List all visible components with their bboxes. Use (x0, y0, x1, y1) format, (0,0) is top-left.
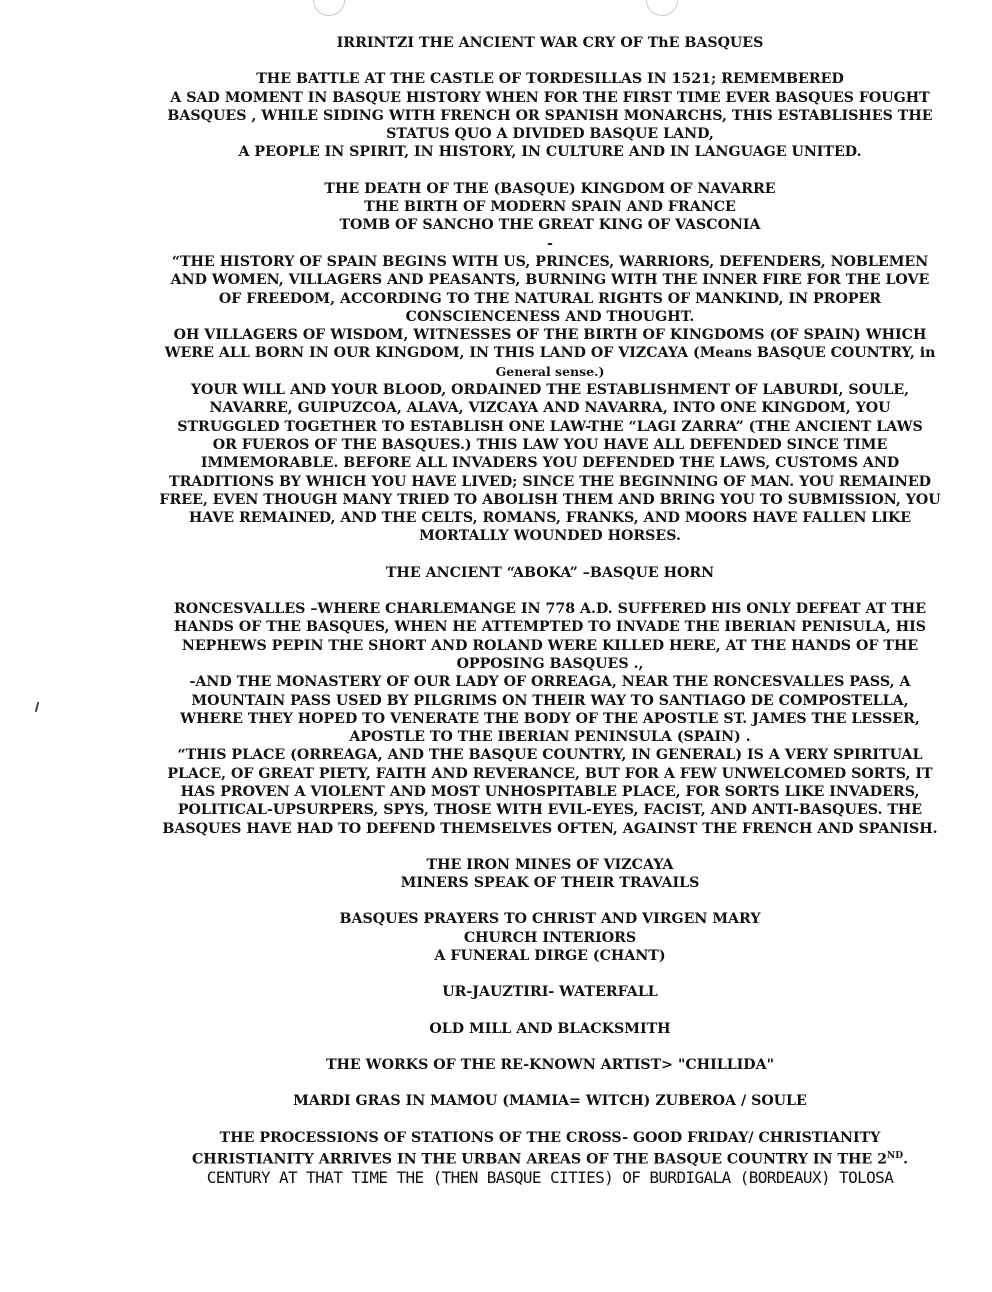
text-line: A SAD MOMENT IN BASQUE HISTORY WHEN FOR THE FIRST TIME EVER BASQUES FOUGHT (170, 89, 930, 106)
text-line: STRUGGLED TOGETHER TO ESTABLISH ONE LAW-THE “LAGI ZARRA” (THE ANCIENT LAWS (177, 418, 923, 435)
text-line: MINERS SPEAK OF THEIR TRAVAILS (400, 875, 700, 892)
text-line: “THE HISTORY OF SPAIN BEGINS WITH US, PRINCES, WARRIORS, DEFENDERS, NOBLEMEN (171, 253, 929, 270)
text-line: OF FREEDOM, ACCORDING TO THE NATURAL RIGHTS OF MANKIND, IN PROPER (218, 290, 882, 307)
text-line: NEPHEWS PEPIN THE SHORT AND ROLAND WERE KILLED HERE, AT THE HANDS OF THE (181, 637, 919, 654)
text-line: BASQUES , WHILE SIDING WITH FRENCH OR SPANISH MONARCHS, THIS ESTABLISHES THE (167, 107, 933, 124)
text-line: A FUNERAL DIRGE (CHANT) (434, 948, 666, 965)
text-line: MOUNTAIN PASS USED BY PILGRIMS ON THEIR WAY TO SANTIAGO DE COMPOSTELLA, (191, 692, 909, 709)
punch-hole-right (646, 0, 678, 16)
text-line: HAS PROVEN A VIOLENT AND MOST UNHOSPITABLE PLACE, FOR SORTS LIKE INVADERS, (180, 783, 920, 800)
text-line: IMMEMORABLE. BEFORE ALL INVADERS YOU DEFENDED THE LAWS, CUSTOMS AND (200, 455, 900, 472)
text-line: THE DEATH OF THE (BASQUE) KINGDOM OF NAVARRE (324, 180, 776, 197)
text-line: POLITICAL-UPSURPERS, SPYS, THOSE WITH EVIL-EYES, FACIST, AND ANTI-BASQUES. THE (177, 802, 923, 819)
text-line: General sense.) (495, 363, 605, 379)
text-line: HAVE REMAINED, AND THE CELTS, ROMANS, FRANKS, AND MOORS HAVE FALLEN LIKE (188, 510, 912, 527)
document-title (150, 34, 950, 52)
section-chillida (150, 1056, 950, 1074)
document-page (150, 34, 950, 1187)
text-line: TRADITIONS BY WHICH YOU HAVE LIVED; SINCE THE BEGINNING OF MAN. YOU REMAINED (169, 473, 931, 490)
text-line: MARDI GRAS IN MAMOU (MAMIA= WITCH) ZUBEROA / SOULE (293, 1093, 807, 1110)
margin-mark (35, 702, 40, 712)
text-line: APOSTLE TO THE IBERIAN PENINSULA (SPAIN) . (349, 729, 751, 746)
text-line: MORTALLY WOUNDED HORSES. (419, 528, 681, 545)
text-line: OLD MILL AND BLACKSMITH (429, 1020, 671, 1037)
section-aboka (150, 564, 950, 582)
text-line: CHURCH INTERIORS (463, 929, 637, 946)
handwritten-line: CENTURY AT THAT TIME THE (THEN BASQUE CITIES) OF BURDIGALA (BORDEAUX) TOLOSA (206, 1167, 894, 1187)
text-line: UR-JAUZTIRI- WATERFALL (442, 984, 658, 1001)
text-line: “THIS PLACE (ORREAGA, AND THE BASQUE COUNTRY, IN GENERAL) IS A VERY SPIRITUAL (177, 747, 923, 764)
text-line: CONSCIENCENESS AND THOUGHT. (405, 308, 695, 325)
text-line: AND WOMEN, VILLAGERS AND PEASANTS, BURNING WITH THE INNER FIRE FOR THE LOVE (170, 272, 930, 289)
text-line: YOUR WILL AND YOUR BLOOD, ORDAINED THE ESTABLISHMENT OF LABURDI, SOULE, (190, 382, 910, 399)
text-line: STATUS QUO A DIVIDED BASQUE LAND, (386, 126, 714, 143)
section-mardi-gras (150, 1092, 950, 1110)
text-line: FREE, EVEN THOUGH MANY TRIED TO ABOLISH THEM AND BRING YOU TO SUBMISSION, YOU (159, 491, 941, 508)
text-line: A PEOPLE IN SPIRIT, IN HISTORY, IN CULTURE AND IN LANGUAGE UNITED. (238, 144, 862, 161)
text-line: WERE ALL BORN IN OUR KINGDOM, IN THIS LAND OF VIZCAYA (Means BASQUE COUNTRY, in (164, 345, 936, 362)
text-line: WHERE THEY HOPED TO VENERATE THE BODY OF THE APOSTLE ST. JAMES THE LESSER, (180, 710, 920, 727)
text-line: -AND THE MONASTERY OF OUR LADY OF ORREAGA, NEAR THE RONCESVALLES PASS, A (189, 674, 911, 691)
text-line: BASQUES PRAYERS TO CHRIST AND VIRGEN MARY (339, 911, 761, 928)
section-navarre (150, 180, 950, 253)
section-tordesillas (150, 70, 950, 161)
text-line: THE BIRTH OF MODERN SPAIN AND FRANCE (364, 199, 736, 216)
text-line: PLACE, OF GREAT PIETY, FAITH AND REVERANCE, BUT FOR A FEW UNWELCOMED SORTS, IT (167, 765, 933, 782)
section-history-quote (150, 253, 950, 546)
text-line: BASQUES HAVE HAD TO DEFEND THEMSELVES OFTEN, AGAINST THE FRENCH AND SPANISH. (162, 820, 938, 837)
text-line: TOMB OF SANCHO THE GREAT KING OF VASCONIA (339, 217, 761, 234)
section-waterfall (150, 983, 950, 1001)
section-processions (150, 1129, 950, 1188)
text-fragment: . (903, 1151, 909, 1168)
text-line: OR FUEROS OF THE BASQUES.) THIS LAW YOU HAVE ALL DEFENDED SINCE TIME (212, 436, 888, 453)
text-line: THE BATTLE AT THE CASTLE OF TORDESILLAS IN 1521; REMEMBERED (256, 71, 844, 88)
text-line: THE ANCIENT “ABOKA” –BASQUE HORN (385, 564, 715, 581)
text-line: HANDS OF THE BASQUES, WHEN HE ATTEMPTED TO INVADE THE IBERIAN PENISULA, HIS (173, 619, 926, 636)
section-mill (150, 1020, 950, 1038)
text-line: THE PROCESSIONS OF STATIONS OF THE CROSS- GOOD FRIDAY/ CHRISTIANITY (219, 1129, 881, 1146)
text-line: OH VILLAGERS OF WISDOM, WITNESSES OF THE BIRTH OF KINGDOMS (OF SPAIN) WHICH (173, 327, 927, 344)
text-line (150, 1147, 950, 1169)
punch-hole-left (313, 0, 345, 16)
section-iron-mines (150, 856, 950, 893)
title-line: IRRINTZI THE ANCIENT WAR CRY OF ThE BASQUES (336, 35, 764, 51)
text-line: - (547, 235, 553, 252)
text-line: RONCESVALLES –WHERE CHARLEMANGE IN 778 A.D. SUFFERED HIS ONLY DEFEAT AT THE (173, 601, 927, 618)
superscript-text: ND (887, 1150, 904, 1161)
text-line: THE WORKS OF THE RE-KNOWN ARTIST> "CHILLIDA" (325, 1056, 775, 1073)
text-line: THE IRON MINES OF VIZCAYA (426, 856, 674, 873)
text-fragment: CHRISTIANITY ARRIVES IN THE URBAN AREAS OF THE BASQUE COUNTRY IN THE 2 (191, 1151, 888, 1168)
section-roncesvalles (150, 600, 950, 838)
section-prayers (150, 910, 950, 965)
text-line: OPPOSING BASQUES ., (456, 655, 644, 672)
text-line: NAVARRE, GUIPUZCOA, ALAVA, VIZCAYA AND NAVARRA, INTO ONE KINGDOM, YOU (209, 400, 891, 417)
